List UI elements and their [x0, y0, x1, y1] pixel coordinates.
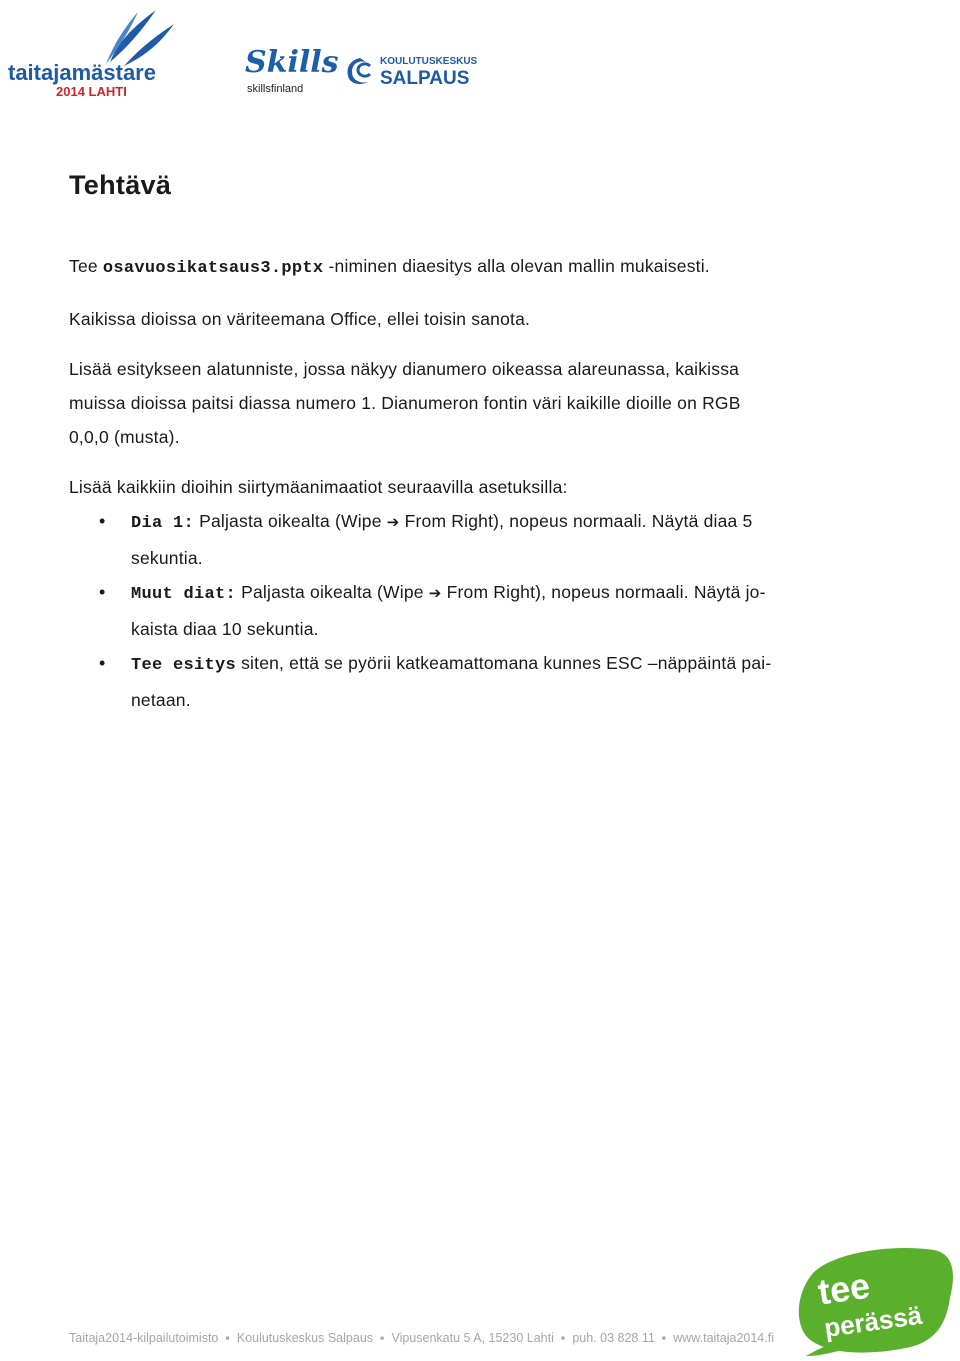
salpaus-top-text: KOULUTUSKESKUS — [380, 56, 478, 67]
salpaus-wordmark: SALPAUS — [380, 68, 470, 89]
separator-icon: ▪ — [380, 1331, 385, 1345]
page-footer — [69, 1331, 774, 1345]
taitaja-subtitle: 2014 LAHTI — [56, 84, 127, 99]
skills-wordmark: Skills — [245, 45, 339, 80]
footer-org: Taitaja2014-kilpailutoimisto — [69, 1331, 219, 1345]
list-item: • Muut diat: Paljasta oikealta (Wipe ➔ From Right), nopeus normaali. Näytä jo- kaista diaa 10 sekuntia. — [69, 575, 889, 646]
transition-list — [69, 504, 889, 717]
arrow-right-icon: ➔ — [428, 584, 442, 602]
task-paragraph-2: Kaikissa dioissa on väriteemana Office, ellei toisin sanota. — [69, 309, 531, 329]
bullet-label: Dia 1: — [131, 514, 195, 533]
task-paragraph-1: Tee osavuosikatsaus3.pptx -niminen diaesitys alla olevan mallin mukaisesti. — [69, 256, 710, 278]
list-item: • Dia 1: Paljasta oikealta (Wipe ➔ From Right), nopeus normaali. Näytä diaa 5 sekuntia. — [69, 504, 889, 575]
taitaja-wordmark: taitajamästare — [8, 60, 156, 85]
page-header — [0, 0, 960, 110]
tee-perassa-logo — [796, 1238, 958, 1358]
footer-school: Koulutuskeskus Salpaus — [236, 1331, 374, 1345]
salpaus-logo — [344, 52, 476, 88]
skills-subtitle: skillsfinland — [247, 83, 304, 95]
tee-wordmark: tee — [815, 1264, 873, 1313]
filename: osavuosikatsaus3.pptx — [102, 259, 324, 278]
separator-icon: ▪ — [661, 1331, 667, 1345]
footer-phone: puh. 03 828 11 — [572, 1331, 655, 1345]
task-paragraph-3-line-2: muissa dioissa paitsi diassa numero 1. Dianumeron fontin väri kaikille dioille on RGB — [69, 393, 741, 413]
task-paragraph-3-line-1: Lisää esitykseen alatunniste, jossa näkyy dianumero oikeassa alareunassa, kaikissa — [69, 359, 740, 379]
task-paragraph-3-line-3: 0,0,0 (musta). — [69, 427, 180, 447]
taitaja-logo — [6, 6, 178, 98]
arrow-right-icon: ➔ — [386, 513, 400, 531]
skills-finland-logo — [243, 38, 339, 96]
page-title: Tehtävä — [69, 170, 172, 200]
perassa-wordmark: perässä — [822, 1299, 924, 1344]
footer-website[interactable]: www.taitaja2014.fi — [673, 1331, 774, 1345]
list-item: • Tee esitys siten, että se pyörii katkeamattomana kunnes ESC –näppäintä pai- netaan. — [69, 646, 889, 717]
bullet-label: Muut diat: — [131, 585, 237, 604]
separator-icon: ▪ — [225, 1331, 230, 1345]
task-paragraph-4: Lisää kaikkiin dioihin siirtymäanimaatiot seuraavilla asetuksilla: — [69, 477, 568, 497]
bullet-label: Tee esitys — [131, 656, 237, 675]
footer-address: Vipusenkatu 5 A, 15230 Lahti — [391, 1331, 554, 1345]
separator-icon: ▪ — [560, 1331, 566, 1345]
document-body — [69, 170, 889, 717]
